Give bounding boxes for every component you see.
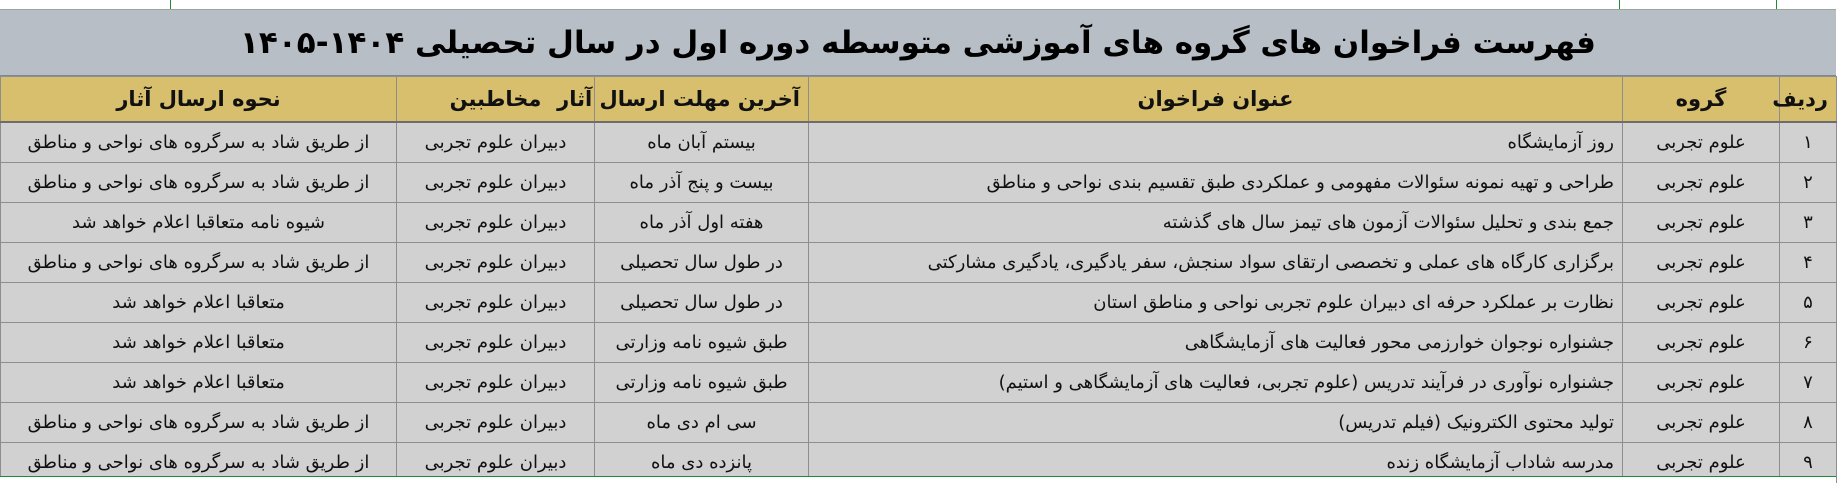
cell-deadline[interactable]: پانزده دی ماه (595, 443, 809, 483)
cell-method[interactable]: متعاقبا اعلام خواهد شد (1, 283, 397, 323)
header-method[interactable]: نحوه ارسال آثار (1, 77, 397, 123)
table-row (1, 122, 1837, 163)
cell-deadline[interactable]: سی ام دی ماه (595, 403, 809, 443)
cell-group[interactable]: علوم تجربی (1623, 363, 1780, 403)
cell-audience[interactable]: دبیران علوم تجربی (397, 243, 595, 283)
cell-group[interactable]: علوم تجربی (1623, 122, 1780, 163)
column-gridline (1619, 0, 1620, 9)
table-row (1, 403, 1837, 443)
cell-method[interactable]: متعاقبا اعلام خواهد شد (1, 363, 397, 403)
cell-call-title[interactable]: جمع بندی و تحلیل سئوالات آزمون های تیمز سال های گذشته (809, 203, 1623, 243)
cell-call-title[interactable]: جشنواره نوآوری در فرآیند تدریس (علوم تجربی، فعالیت های آزمایشگاهی و استیم) (809, 363, 1623, 403)
header-audience[interactable]: مخاطبین (397, 77, 595, 123)
cell-group[interactable]: علوم تجربی (1623, 243, 1780, 283)
cell-call-title[interactable]: نظارت بر عملکرد حرفه ای دبیران علوم تجربی نواحی و مناطق استان (809, 283, 1623, 323)
calls-table (0, 76, 1837, 483)
column-gridline (170, 0, 171, 9)
cell-deadline[interactable]: طبق شیوه نامه وزارتی (595, 363, 809, 403)
cell-group[interactable]: علوم تجربی (1623, 163, 1780, 203)
title-cell[interactable] (0, 10, 1836, 76)
cell-method[interactable]: از طریق شاد به سرگروه های نواحی و مناطق (1, 443, 397, 483)
cell-group[interactable]: علوم تجربی (1623, 443, 1780, 483)
cell-method[interactable]: شیوه نامه متعاقبا اعلام خواهد شد (1, 203, 397, 243)
cell-deadline[interactable]: در طول سال تحصیلی (595, 243, 809, 283)
table-row (1, 323, 1837, 363)
cell-method[interactable]: از طریق شاد به سرگروه های نواحی و مناطق (1, 243, 397, 283)
cell-deadline[interactable]: در طول سال تحصیلی (595, 283, 809, 323)
cell-deadline[interactable]: هفته اول آذر ماه (595, 203, 809, 243)
table-row (1, 203, 1837, 243)
cell-num[interactable]: ۶ (1780, 323, 1837, 363)
cell-audience[interactable]: دبیران علوم تجربی (397, 363, 595, 403)
cell-call-title[interactable]: جشنواره نوجوان خوارزمی محور فعالیت های آزمایشگاهی (809, 323, 1623, 363)
cell-group[interactable]: علوم تجربی (1623, 323, 1780, 363)
cell-audience[interactable]: دبیران علوم تجربی (397, 283, 595, 323)
header-deadline[interactable]: آخرین مهلت ارسال آثار (595, 77, 809, 123)
cell-num[interactable]: ۳ (1780, 203, 1837, 243)
cell-num[interactable]: ۱ (1780, 122, 1837, 163)
table-row (1, 363, 1837, 403)
cell-num[interactable]: ۷ (1780, 363, 1837, 403)
sheet-title: فهرست فراخوان های گروه های آموزشی متوسطه دوره اول در سال تحصیلی ۱۴۰۴-۱۴۰۵ (240, 24, 1596, 61)
cell-group[interactable]: علوم تجربی (1623, 403, 1780, 443)
cell-call-title[interactable]: تولید محتوی الکترونیک (فیلم تدریس) (809, 403, 1623, 443)
cell-deadline[interactable]: بیستم آبان ماه (595, 122, 809, 163)
cell-audience[interactable]: دبیران علوم تجربی (397, 403, 595, 443)
table-row (1, 243, 1837, 283)
cell-num[interactable]: ۲ (1780, 163, 1837, 203)
cell-method[interactable]: از طریق شاد به سرگروه های نواحی و مناطق (1, 403, 397, 443)
cell-audience[interactable]: دبیران علوم تجربی (397, 163, 595, 203)
cell-deadline[interactable]: بیست و پنج آذر ماه (595, 163, 809, 203)
table-row (1, 163, 1837, 203)
cell-audience[interactable]: دبیران علوم تجربی (397, 323, 595, 363)
table-row (1, 283, 1837, 323)
cell-call-title[interactable]: روز آزمایشگاه (809, 122, 1623, 163)
cell-method[interactable]: متعاقبا اعلام خواهد شد (1, 323, 397, 363)
cell-call-title[interactable]: طراحی و تهیه نمونه سئوالات مفهومی و عملکردی طبق تقسیم بندی نواحی و مناطق (809, 163, 1623, 203)
cell-group[interactable]: علوم تجربی (1623, 283, 1780, 323)
header-row (1, 77, 1837, 123)
header-group[interactable]: گروه (1623, 77, 1780, 123)
cell-audience[interactable]: دبیران علوم تجربی (397, 122, 595, 163)
column-gridline (1776, 0, 1777, 9)
cell-num[interactable]: ۴ (1780, 243, 1837, 283)
cell-call-title[interactable]: مدرسه شاداب آزمایشگاه زنده (809, 443, 1623, 483)
cell-group[interactable]: علوم تجربی (1623, 203, 1780, 243)
cell-audience[interactable]: دبیران علوم تجربی (397, 203, 595, 243)
next-row-strip (0, 476, 1836, 485)
header-call-title[interactable]: عنوان فراخوان (809, 77, 1623, 123)
cell-method[interactable]: از طریق شاد به سرگروه های نواحی و مناطق (1, 163, 397, 203)
cell-deadline[interactable]: طبق شیوه نامه وزارتی (595, 323, 809, 363)
cell-num[interactable]: ۵ (1780, 283, 1837, 323)
cell-num[interactable]: ۸ (1780, 403, 1837, 443)
previous-row-strip (0, 0, 1836, 10)
header-num[interactable]: ردیف (1780, 77, 1837, 123)
cell-method[interactable]: از طریق شاد به سرگروه های نواحی و مناطق (1, 122, 397, 163)
cell-call-title[interactable]: برگزاری کارگاه های عملی و تخصصی ارتقای سواد سنجش، سفر یادگیری، یادگیری مشارکتی (809, 243, 1623, 283)
cell-audience[interactable]: دبیران علوم تجربی (397, 443, 595, 483)
cell-num[interactable]: ۹ (1780, 443, 1837, 483)
